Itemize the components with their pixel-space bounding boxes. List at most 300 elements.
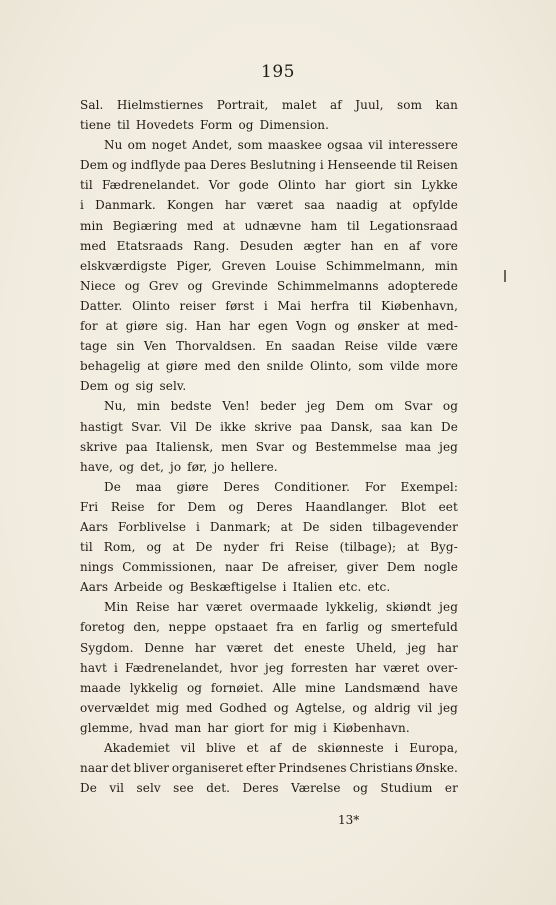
word: mig: [293, 720, 317, 735]
word: Reise: [110, 499, 145, 514]
word: et: [246, 741, 259, 755]
word: som: [237, 138, 263, 153]
text-line: [80, 118, 458, 138]
word: jeg: [439, 439, 458, 454]
word: De: [194, 419, 212, 434]
word: at: [147, 359, 160, 374]
word: noget: [151, 138, 187, 153]
word: om: [374, 399, 394, 414]
word: Danmark;: [209, 519, 271, 534]
word: de: [291, 741, 307, 755]
word: bliver: [133, 761, 170, 776]
word: i: [394, 741, 399, 755]
word: maa: [135, 479, 162, 494]
word: jeg: [265, 660, 284, 675]
word: vil: [109, 781, 125, 796]
word: giøre: [125, 319, 158, 334]
word: jo: [170, 459, 182, 474]
text-line: [80, 460, 458, 480]
word: Deres: [210, 158, 247, 173]
word: De: [302, 519, 320, 534]
word: gode: [238, 178, 269, 193]
word: Arbeide: [114, 580, 163, 595]
word: Begiæring: [112, 218, 178, 233]
word: farlig: [325, 620, 359, 635]
word: at: [222, 218, 236, 233]
text-line: [80, 741, 458, 761]
word: og: [228, 499, 244, 514]
word: Han: [195, 319, 222, 334]
word: og: [292, 439, 308, 454]
word: giver: [346, 560, 379, 575]
word: før,: [187, 459, 208, 474]
word: forresten: [291, 660, 348, 675]
word: med: [204, 359, 231, 374]
word: og: [186, 680, 203, 695]
word: De: [195, 540, 213, 555]
word: lykkelig: [129, 680, 179, 695]
word: Etatsraads: [116, 238, 184, 253]
word: Ven!: [222, 399, 250, 414]
word: For: [364, 479, 386, 494]
word: været: [383, 660, 420, 675]
word: neppe: [168, 620, 207, 635]
word: ikke: [220, 419, 247, 434]
word: hvor: [230, 660, 258, 675]
text-line: [80, 319, 458, 339]
word: det,: [140, 459, 165, 474]
word: De: [104, 479, 121, 494]
word: af: [408, 238, 421, 253]
body-text: [80, 98, 458, 801]
word: tilbagevender: [372, 519, 458, 534]
word: naar: [224, 560, 254, 575]
word: og: [111, 158, 128, 173]
word: jeg: [439, 600, 458, 615]
word: ham: [310, 218, 338, 233]
word: Forblivelse: [118, 519, 187, 534]
word: Dem: [386, 560, 416, 575]
word: været: [226, 640, 263, 655]
word: Schimmelmanns: [277, 278, 379, 293]
word: Christians: [349, 761, 413, 776]
word: er: [444, 781, 458, 796]
word: og: [238, 118, 254, 133]
word: men: [221, 439, 248, 454]
word: Deres: [242, 781, 279, 796]
word: saadan: [291, 339, 336, 354]
word: og: [442, 399, 458, 414]
word: jeg: [306, 399, 326, 414]
word: ogsaa: [327, 138, 364, 153]
word: Denne: [144, 640, 185, 655]
word: Kongen: [166, 198, 214, 213]
word: Min: [104, 600, 129, 615]
word: Legationsraad: [369, 218, 458, 233]
word: vilde: [389, 359, 420, 374]
word: paa: [300, 419, 323, 434]
word: for: [80, 319, 98, 334]
word: eneste: [304, 640, 345, 655]
word: Dem: [80, 379, 109, 394]
word: Andet,: [191, 138, 233, 153]
word: paa: [184, 158, 207, 173]
text-line: [80, 198, 458, 218]
word: Deres: [256, 499, 293, 514]
word: at: [280, 519, 293, 534]
word: siden: [329, 519, 363, 534]
word: med: [186, 700, 213, 715]
word: Dimension.: [259, 118, 330, 133]
word: har: [177, 600, 199, 615]
word: Værelse: [291, 781, 341, 796]
word: Olinto: [277, 178, 316, 193]
word: i: [195, 519, 200, 534]
word: Thorvaldsen.: [175, 339, 257, 354]
word: Greven: [221, 258, 267, 273]
word: til: [80, 540, 93, 555]
word: Fri: [80, 499, 99, 514]
word: Grev: [148, 278, 179, 293]
word: som: [397, 98, 423, 112]
text-line: [80, 219, 458, 239]
word: vil: [417, 700, 433, 715]
text-line: [80, 299, 458, 319]
word: og: [119, 459, 135, 474]
word: Piger,: [176, 258, 212, 273]
word: jeg: [407, 640, 427, 655]
word: været: [206, 600, 243, 615]
word: det: [110, 761, 131, 776]
word: selv.: [159, 379, 187, 394]
word: opfylde: [412, 198, 458, 213]
word: aldrig: [374, 700, 411, 715]
word: giøre: [176, 479, 209, 494]
word: har: [224, 198, 246, 213]
word: Vor: [208, 178, 230, 193]
word: Godhed: [219, 700, 267, 715]
word: glemme,: [80, 720, 133, 735]
word: Portrait,: [216, 98, 269, 112]
word: Europa,: [409, 741, 458, 755]
word: til: [117, 118, 130, 133]
word: skrive: [254, 419, 292, 434]
word: etc.: [367, 580, 391, 595]
word: Form: [200, 118, 233, 133]
word: og: [187, 278, 203, 293]
word: Reise: [135, 600, 170, 615]
word: giort: [234, 720, 265, 735]
word: fri: [269, 540, 285, 555]
word: i: [322, 720, 327, 735]
word: Louise: [275, 258, 317, 273]
word: tiene: [80, 118, 112, 133]
text-line: [80, 98, 458, 118]
text-line: [80, 158, 458, 178]
word: maaskee: [267, 138, 322, 153]
word: jo: [213, 459, 225, 474]
word: Conditioner.: [274, 479, 351, 494]
word: Danmark.: [95, 198, 156, 213]
text-line: [80, 721, 458, 741]
word: Sygdom.: [80, 640, 134, 655]
word: Reise: [295, 540, 329, 555]
word: giøre: [165, 359, 198, 374]
word: har: [437, 640, 458, 655]
word: har: [207, 720, 229, 735]
word: kan: [410, 419, 433, 434]
word: foretog: [80, 620, 125, 635]
word: Mai: [277, 298, 302, 313]
word: malet: [281, 98, 317, 112]
word: til: [358, 298, 372, 313]
word: at: [407, 540, 420, 555]
word: for: [270, 720, 288, 735]
word: Commissionen,: [122, 560, 217, 575]
word: Studium: [380, 781, 433, 796]
word: jeg: [439, 700, 458, 715]
word: i: [282, 580, 287, 595]
text-line: [80, 359, 458, 379]
word: Svar: [404, 399, 433, 414]
word: saa: [381, 419, 402, 434]
word: min: [434, 258, 458, 273]
word: med: [186, 218, 214, 233]
word: af: [330, 98, 342, 112]
word: egen: [258, 319, 289, 334]
word: af: [269, 741, 282, 755]
word: interessere: [388, 138, 458, 153]
word: Reise: [344, 339, 379, 354]
word: og: [352, 781, 369, 796]
text-line: [80, 761, 458, 781]
text-line: [80, 138, 458, 158]
word: skiønneste: [317, 741, 384, 755]
word: at: [407, 319, 420, 334]
word: til: [400, 158, 413, 173]
word: skrive: [80, 439, 118, 454]
word: nogle: [423, 560, 458, 575]
word: Italiensk,: [155, 439, 214, 454]
word: Prindsenes: [278, 761, 347, 776]
word: at: [389, 198, 402, 213]
word: see: [173, 781, 194, 796]
word: etc.: [338, 580, 362, 595]
word: Juul,: [355, 98, 384, 112]
word: vilde: [387, 339, 418, 354]
word: naadig: [336, 198, 379, 213]
word: tage: [80, 339, 108, 354]
word: Svar.: [131, 419, 163, 434]
word: Kiøbenhavn,: [381, 298, 458, 313]
word: i: [263, 298, 268, 313]
word: Exempel:: [400, 479, 458, 494]
text-line: [80, 620, 458, 640]
word: en: [302, 620, 318, 635]
word: mine: [305, 680, 336, 695]
word: overvældet: [80, 700, 150, 715]
word: min: [136, 399, 161, 414]
text-line: [80, 178, 458, 198]
word: har: [325, 178, 346, 193]
word: og: [334, 319, 350, 334]
word: Nu: [104, 138, 123, 153]
text-line: [80, 661, 458, 681]
word: Vil: [170, 419, 187, 434]
word: Rang.: [193, 238, 230, 253]
word: med: [80, 238, 107, 253]
word: har: [194, 640, 216, 655]
word: at: [172, 540, 185, 555]
word: den,: [133, 620, 161, 635]
word: Olinto: [132, 298, 170, 313]
text-line: [80, 259, 458, 279]
text-line: [80, 641, 458, 661]
word: selv: [136, 781, 161, 796]
word: Svar: [255, 439, 285, 454]
word: blive: [206, 741, 236, 755]
word: fornøiet.: [210, 680, 264, 695]
word: Kiøbenhavn.: [332, 720, 410, 735]
word: behagelig: [80, 359, 141, 374]
text-line: [80, 701, 458, 721]
word: min: [80, 218, 104, 233]
word: det.: [206, 781, 231, 796]
word: hellere.: [230, 459, 278, 474]
word: Aars: [80, 580, 109, 595]
word: lykkelig,: [325, 600, 379, 615]
word: til: [80, 178, 93, 193]
word: Blot: [400, 499, 426, 514]
word: more: [426, 359, 458, 374]
word: Italien: [292, 580, 333, 595]
word: eet: [438, 499, 458, 514]
word: Vogn: [295, 319, 327, 334]
margin-mark: [504, 270, 506, 282]
word: En: [265, 339, 283, 354]
text-line: [80, 540, 458, 560]
word: først: [225, 298, 255, 313]
word: Hovedets: [135, 118, 195, 133]
signature-mark: 13*: [338, 813, 360, 827]
word: ægter: [303, 238, 341, 253]
word: Deres: [223, 479, 260, 494]
word: Lykke: [421, 178, 458, 193]
word: reiser: [179, 298, 216, 313]
word: havt: [80, 660, 107, 675]
word: skiøndt: [386, 600, 432, 615]
word: Ønske.: [415, 761, 458, 776]
word: De: [261, 560, 279, 575]
word: (tilbage);: [339, 540, 397, 555]
word: beder: [260, 399, 297, 414]
word: Haandlanger.: [305, 499, 389, 514]
word: Hielmstiernes: [116, 98, 204, 112]
text-line: [80, 480, 458, 500]
word: Nu,: [104, 399, 127, 414]
text-line: [80, 440, 458, 460]
word: Dem: [335, 399, 365, 414]
word: have,: [80, 459, 114, 474]
word: fra: [276, 620, 294, 635]
word: Rom,: [103, 540, 136, 555]
text-line: [80, 781, 458, 801]
word: hvad: [139, 720, 169, 735]
word: Grevinde: [211, 278, 269, 293]
word: maade: [80, 680, 121, 695]
word: overmaade: [249, 600, 319, 615]
word: har: [355, 660, 377, 675]
word: en: [383, 238, 399, 253]
word: paa: [125, 439, 148, 454]
word: naar: [80, 761, 109, 776]
word: og: [352, 700, 368, 715]
word: sin: [116, 339, 135, 354]
text-line: [80, 239, 458, 259]
word: sig.: [165, 319, 188, 334]
word: været: [256, 198, 294, 213]
word: man: [174, 720, 202, 735]
word: kan: [435, 98, 458, 112]
word: Akademiet: [104, 741, 170, 755]
word: udnævne: [244, 218, 302, 233]
word: det: [273, 640, 294, 655]
word: Dem: [80, 158, 109, 173]
word: den: [237, 359, 261, 374]
word: indflyde: [130, 158, 181, 173]
word: som: [358, 359, 384, 374]
word: for: [157, 499, 175, 514]
word: i: [80, 198, 84, 213]
word: i: [114, 660, 118, 675]
word: Fædrenelandet.: [101, 178, 200, 193]
word: De: [440, 419, 458, 434]
word: Datter.: [80, 298, 123, 313]
text-line: [80, 560, 458, 580]
text-line: [80, 500, 458, 520]
word: saa: [304, 198, 326, 213]
word: Dansk,: [330, 419, 373, 434]
word: Agtelse,: [295, 700, 346, 715]
word: vil: [180, 741, 196, 755]
word: Niece: [80, 278, 116, 293]
word: elskværdigste: [80, 258, 167, 273]
word: og: [124, 278, 140, 293]
word: organiseret: [171, 761, 244, 776]
word: bedste: [170, 399, 212, 414]
word: har: [229, 319, 251, 334]
word: ønsker: [357, 319, 400, 334]
text-line: [80, 339, 458, 359]
text-line: [80, 681, 458, 701]
word: Byg-: [430, 540, 458, 555]
word: mig: [156, 700, 180, 715]
word: Alle: [272, 680, 297, 695]
word: at: [105, 319, 118, 334]
word: og: [168, 580, 184, 595]
word: sin: [394, 178, 413, 193]
text-line: [80, 420, 458, 440]
word: nings: [80, 560, 114, 575]
word: vil: [368, 138, 383, 153]
word: være: [426, 339, 458, 354]
word: vore: [430, 238, 458, 253]
word: Landsmænd: [344, 680, 421, 695]
text-line: [80, 399, 458, 419]
word: herfra: [310, 298, 350, 313]
text-line: [80, 600, 458, 620]
text-line: [80, 279, 458, 299]
